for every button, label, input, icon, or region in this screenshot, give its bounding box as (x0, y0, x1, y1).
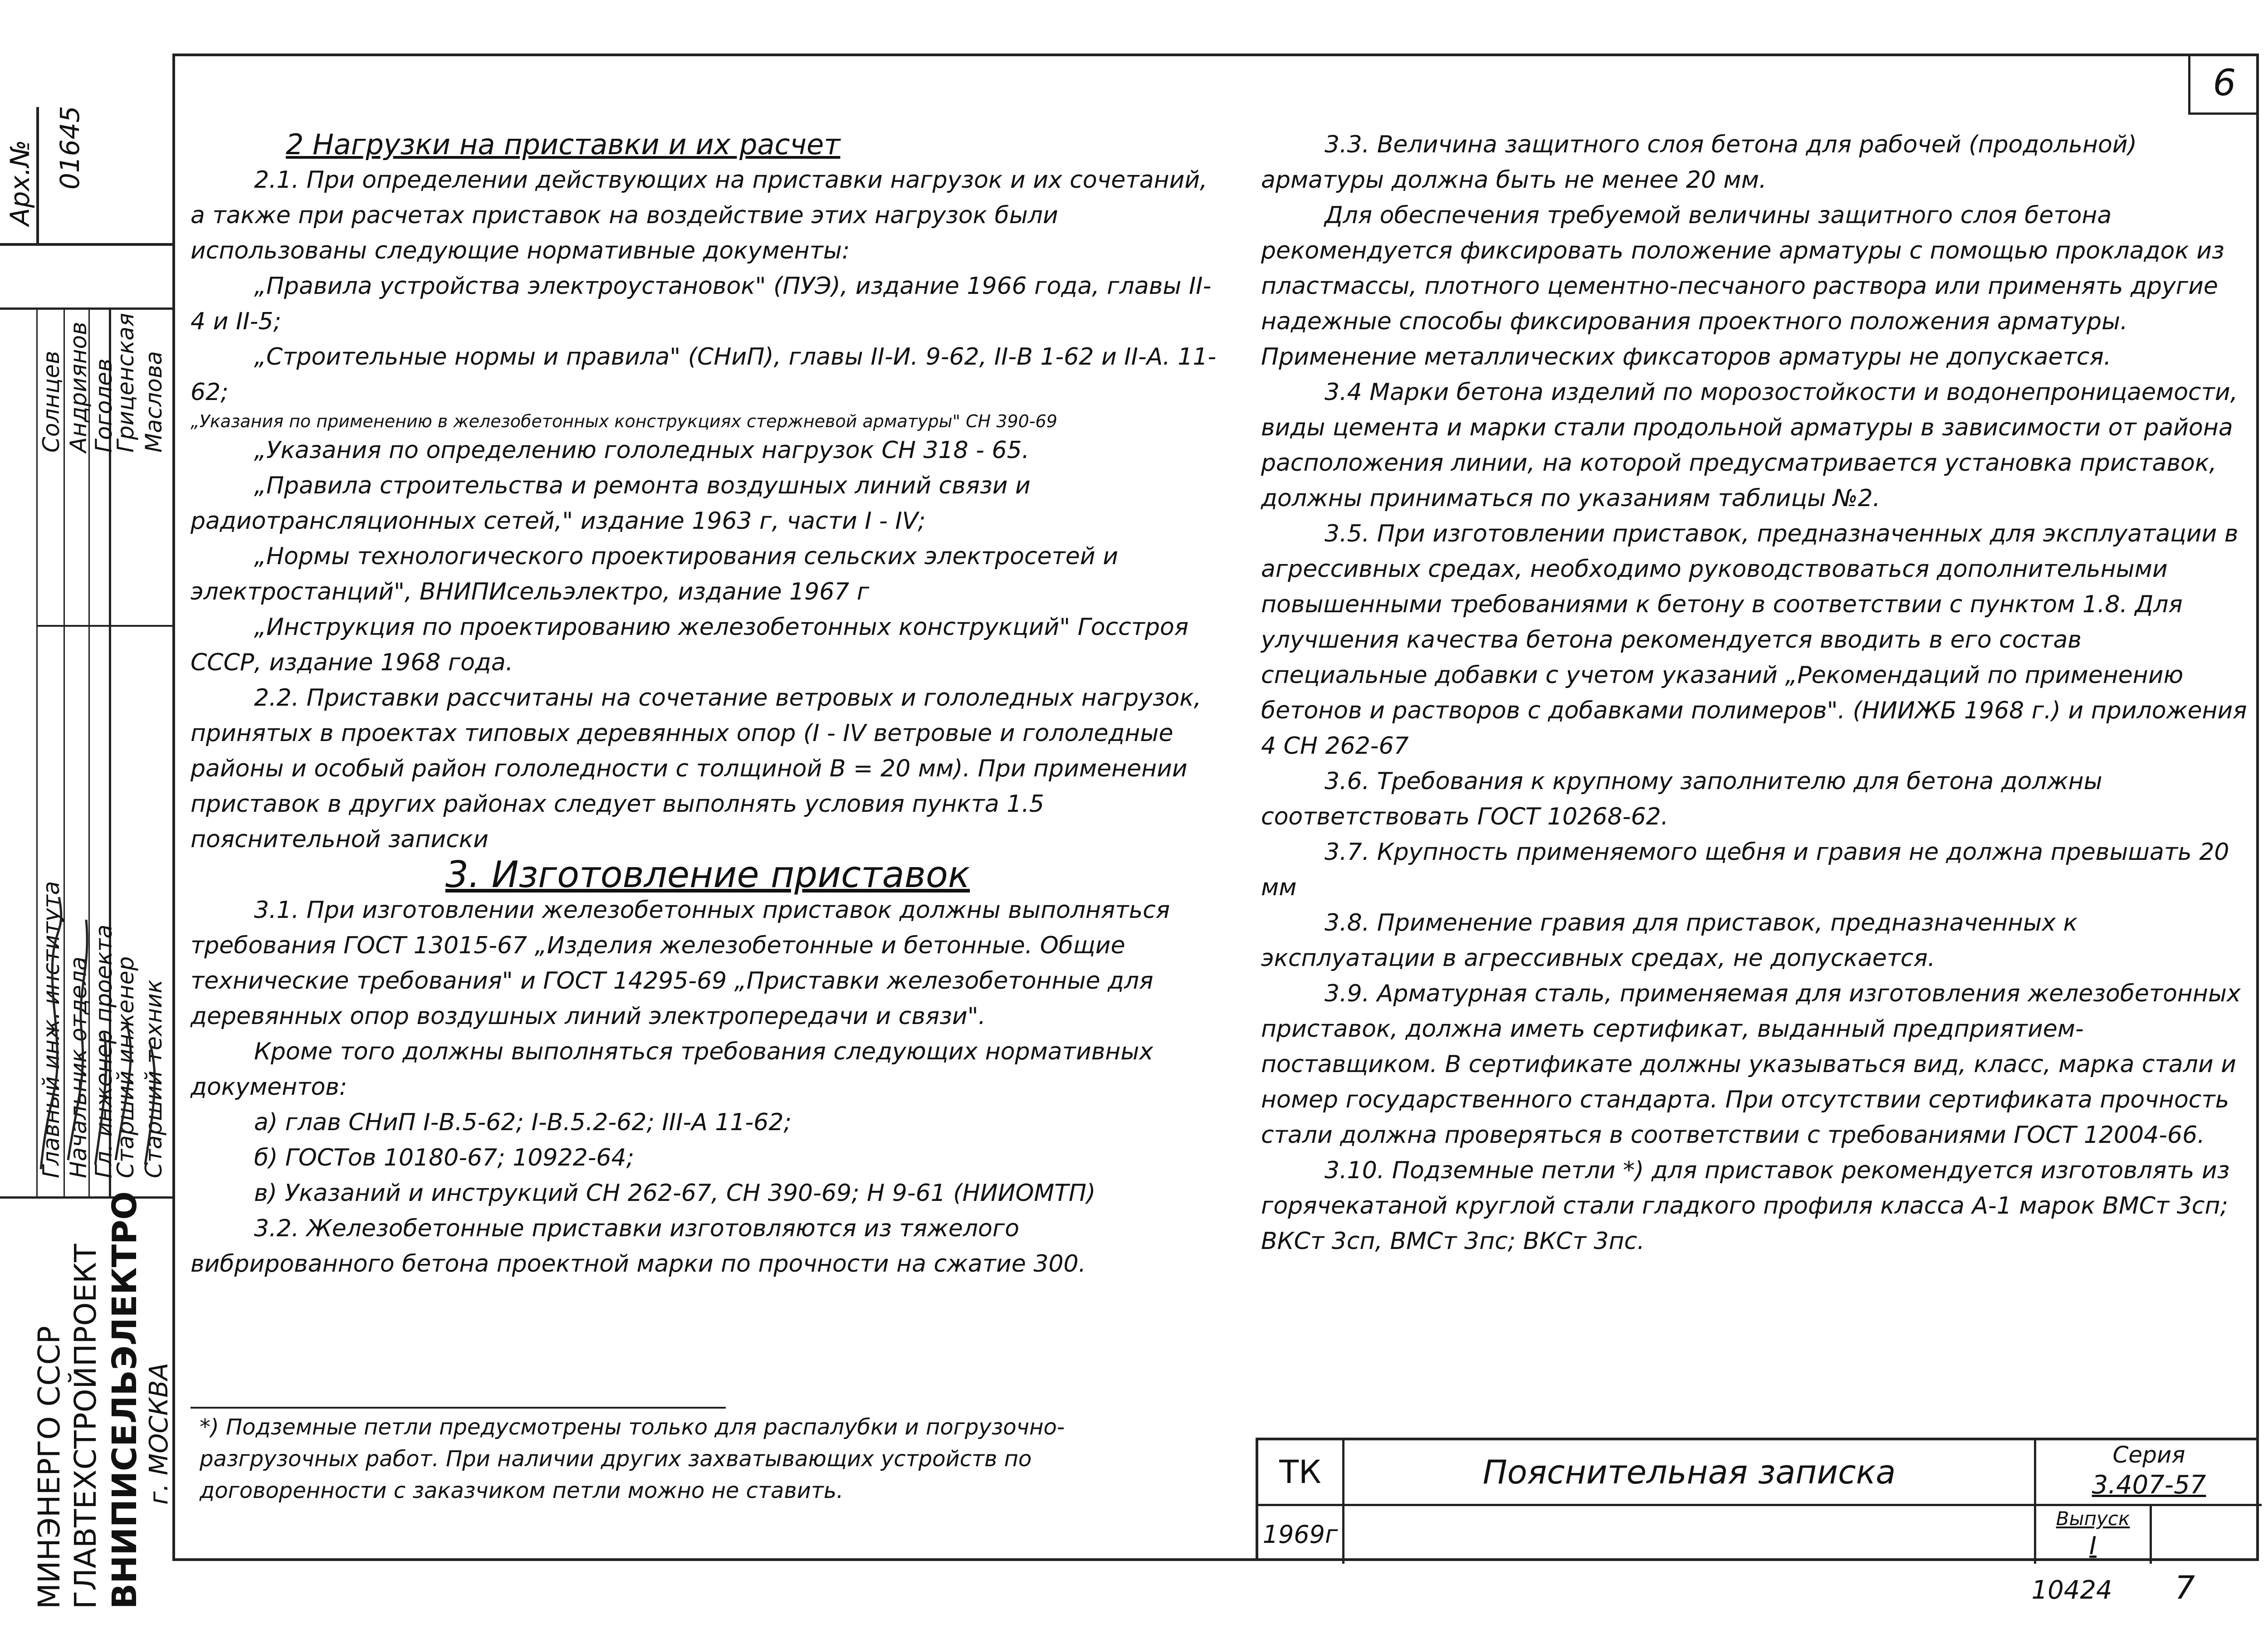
doc-item: „Правила строительства и ремонта воздушных линий связи и радиотрансляционных сетей," издание 1963 г, части I - IV; (191, 472, 1031, 535)
paragraph-3-9: 3.9. Арматурная сталь, применяемая для изготовления железобетонных приставок, должна иметь сертификат, выданный предприятием-поставщиком. В сертификате должны указываться вид, класс, марка стали и номер государственного стандарта. При отсутствии сертификата прочность стали должна проверяться в соответствии с требованиями ГОСТ 12004-66. (1261, 980, 2241, 1149)
doc-item: „Указания по определению гололедных нагрузок СН 318 - 65. (254, 437, 1030, 464)
section-2-title: 2 Нагрузки на приставки и их расчет (286, 128, 841, 161)
archive-label: Арх.№ (5, 140, 35, 226)
right-column (1261, 127, 2250, 1259)
section-3-title: 3. Изготовление приставок (445, 854, 970, 896)
paragraph-3-2: 3.2. Железобетонные приставки изготовляются из тяжелого вибрированного бетона проектной марки по прочности на сжатие 300. (191, 1215, 1086, 1278)
stamp-tk: ТК (1258, 1440, 1344, 1506)
stamp-blank (1344, 1506, 2034, 1564)
stamp-issue-cell (2034, 1506, 2152, 1564)
list-item: б) ГОСТов 10180-67; 10922-64; (254, 1144, 635, 1171)
footnote-rule (191, 1407, 726, 1409)
stamp-series-value: 3.407-57 (2092, 1470, 2206, 1500)
org-ministry: МИНЭНЕРГО СССР (32, 1326, 67, 1609)
paragraph-3-6: 3.6. Требования к крупному заполнителю для бетона должны соответствовать ГОСТ 10268-62. (1261, 768, 2102, 830)
sidebar-stamp (0, 54, 174, 1609)
role-0: Главный инж. института (38, 881, 64, 1178)
role-3: Старший инженер (112, 956, 139, 1178)
inventory-number: 10424 (2031, 1575, 2112, 1605)
signatures-handwritten (36, 625, 172, 1196)
stamp-year: 1969г (1258, 1506, 1344, 1564)
footnote: *) Подземные петли предусмотрены только для распалубки и погрузочно-разгрузочных работ. При наличии других захватывающих устройств по договоренности с заказчиком петли можно не ставить. (200, 1415, 1065, 1503)
paragraph-3-3b: Для обеспечения требуемой величины защитного слоя бетона рекомендуется фиксировать положение арматуры с помощью прокладок из пластмассы, плотного цементно-песчаного раствора или применять другие надежные способы фиксирования проектного положения арматуры. Применение металлических фиксаторов арматуры не допускается. (1261, 202, 2224, 371)
doc-item: „Инструкция по проектированию железобетонных конструкций" Госстроя СССР, издание 1968 года. (191, 614, 1189, 676)
stamp-issue-label: Выпуск (2056, 1507, 2130, 1530)
role-2: Гл. инженер проекта (91, 924, 117, 1178)
title-block (1256, 1438, 2259, 1561)
sheet-mark: 7 (2175, 1569, 2195, 1606)
left-column (191, 127, 1225, 1282)
stamp-issue-value: I (2089, 1532, 2097, 1560)
paragraph-3-3: 3.3. Величина защитного слоя бетона для рабочей (продольной) арматуры должна быть не менее 20 мм. (1261, 131, 2137, 194)
doc-item: „Строительные нормы и правила" (СНиП), главы II-И. 9-62, II-В 1-62 и II-А. 11-62; (191, 343, 1217, 406)
paragraph-3-1b: Кроме того должны выполняться требования следующих нормативных документов: (191, 1038, 1154, 1101)
paragraph-2-2: 2.2. Приставки рассчитаны на сочетание ветровых и гололедных нагрузок, принятых в проектах типовых деревянных опор (I - IV ветровые и гололедные районы и особый район гололедности с толщиной В = 20 мм). При применении приставок в других районах следует выполнять условия пункта 1.5 пояснительной записки (191, 684, 1202, 853)
paragraph-2-1: 2.1. При определении действующих на приставки нагрузок и их сочетаний, а также при расчетах приставок на воздействие этих нагрузок были использованы следующие нормативные документы: (191, 166, 1207, 264)
name-2: Гоголев (91, 358, 117, 453)
paragraph-3-10: 3.10. Подземные петли *) для приставок рекомендуется изготовлять из горячекатаной круглой стали гладкого профиля класса А-1 марок ВМСт 3сп; ВКСт 3сп, ВМСт 3пс; ВКСт 3пс. (1261, 1157, 2230, 1255)
paragraph-3-8: 3.8. Применение гравия для приставок, предназначенных к эксплуатации в агрессивных средах, не допускается. (1261, 909, 2077, 972)
role-4: Старший техник (141, 980, 167, 1178)
list-item: а) глав СНиП I-В.5-62; I-В.5.2-62; III-А 11-62; (254, 1109, 792, 1136)
list-item: в) Указаний и инструкций СН 262-67, СН 390-69; Н 9-61 (НИИОМТП) (254, 1180, 1096, 1207)
name-3: Гриценская (112, 313, 139, 453)
doc-item: „Указания по применению в железобетонных конструкциях стержневой арматуры" СН 390-69 (191, 411, 1057, 431)
role-1: Начальник отдела (65, 956, 92, 1178)
stamp-series-cell (2034, 1440, 2262, 1506)
paragraph-3-7: 3.7. Крупность применяемого щебня и гравия не должна превышать 20 мм (1261, 839, 2229, 901)
name-4: Маслова (141, 351, 167, 453)
name-0: Солнцев (38, 351, 64, 453)
paragraph-3-4: 3.4 Марки бетона изделий по морозостойкости и водонепроницаемости, виды цемента и марки стали продольной арматуры в зависимости от района расположения линии, на которой предусматривается установка приставок, должны приниматься по указаниям таблицы №2. (1261, 379, 2238, 512)
org-institute: ВНИПИСЕЛЬЭЛЕКТРО (105, 1191, 144, 1609)
page-number: 6 (2188, 54, 2258, 115)
name-1: Андриянов (65, 322, 92, 453)
doc-item: „Нормы технологического проектирования сельских электросетей и электростанций", ВНИПИсельэлектро, издание 1967 г (191, 543, 1118, 605)
paragraph-3-1: 3.1. При изготовлении железобетонных приставок должны выполняться требования ГОСТ 13015-67 „Изделия железобетонные и бетонные. Общие технические требования" и ГОСТ 14295-69 „Приставки железобетонные для деревянных опор воздушных линий электропередачи и связи". (191, 897, 1170, 1030)
doc-item: „Правила устройства электроустановок" (ПУЭ), издание 1966 года, главы II-4 и II-5; (191, 273, 1212, 335)
stamp-title: Пояснительная записка (1344, 1440, 2034, 1506)
org-chief-dept: ГЛАВТЕХСТРОЙПРОЕКТ (68, 1244, 103, 1609)
stamp-series-label: Серия (2112, 1442, 2185, 1468)
archive-number: 01645 (54, 106, 85, 190)
bottom-number (2031, 1569, 2195, 1606)
paragraph-3-5: 3.5. При изготовлении приставок, предназначенных для эксплуатации в агрессивных средах, необходимо руководствоваться дополнительными повышенными требованиями к бетону в соответствии с пунктом 1.8. Для улучшения качества бетона рекомендуется вводить в его состав специальные добавки с учетом указаний „Рекомендаций по применению бетонов и растворов с добавками полимеров". (НИИЖБ 1968 г.) и приложения 4 СН 262-67 (1261, 520, 2247, 760)
org-city: г. МОСКВА (144, 1362, 174, 1505)
